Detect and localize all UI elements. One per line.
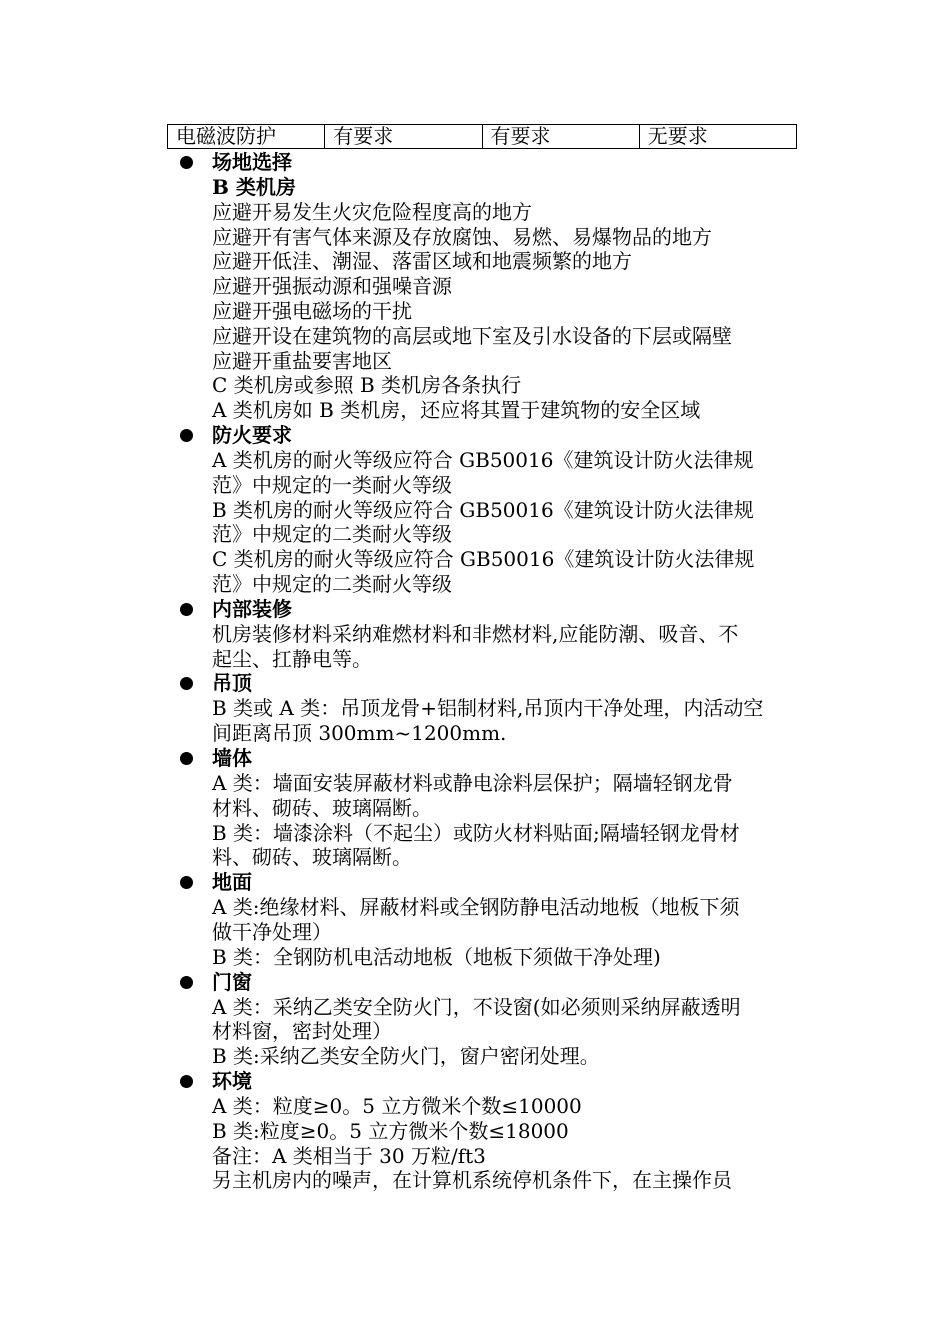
section-5	[180, 746, 820, 870]
body-line: 料、砌砖、玻璃隔断。	[212, 845, 412, 870]
body-line: 材料窗，密封处理）	[212, 1019, 392, 1044]
bullet-icon	[180, 603, 193, 616]
section-heading: 吊顶	[212, 671, 252, 696]
body-line: 起尘、扛静电等。	[212, 646, 372, 671]
section-heading: 墙体	[212, 745, 252, 770]
table-cell: 电磁波防护	[168, 125, 325, 149]
body-line: A 类:绝缘材料、屏蔽材料或全钢防静电活动地板（地板下须	[212, 895, 740, 920]
bullet-icon	[180, 752, 193, 765]
body-line: 范》中规定的一类耐火等级	[212, 472, 452, 497]
bullet-icon	[180, 876, 193, 889]
section-7	[180, 970, 820, 1069]
section-2	[180, 423, 820, 597]
table-row	[168, 125, 797, 149]
body-line: A 类：采纳乙类安全防火门，不设窗(如必须则采纳屏蔽透明	[212, 994, 741, 1019]
body-line: B 类：全钢防机电活动地板（地板下须做干净处理)	[212, 944, 661, 969]
section-heading: 环境	[212, 1068, 252, 1093]
table-cell: 有要求	[482, 125, 639, 149]
body-line: 备注：A 类相当于 30 万粒/ft3	[212, 1143, 486, 1168]
body-line: C 类机房的耐火等级应符合 GB50016《建筑设计防火法律规	[212, 547, 755, 572]
bullet-icon	[180, 429, 193, 442]
body-line: 间距离吊顶 300mm~1200mm.	[212, 721, 507, 746]
body-line: C 类机房或参照 B 类机房各条执行	[212, 373, 522, 398]
body-line: 做干净处理）	[212, 919, 332, 944]
body-line: 应避开易发生火灾危险程度高的地方	[212, 199, 532, 224]
body-line: A 类：粒度≥0。5 立方微米个数≤10000	[212, 1093, 582, 1118]
body-line: 应避开强电磁场的干扰	[212, 298, 412, 323]
body-line: B 类：墙漆涂料（不起尘）或防火材料贴面;隔墙轻钢龙骨材	[212, 820, 740, 845]
body-line: 范》中规定的二类耐火等级	[212, 571, 452, 596]
body-line: 应避开低洼、潮湿、落雷区域和地震频繁的地方	[212, 249, 632, 274]
body-line: A 类机房如 B 类机房，还应将其置于建筑物的安全区域	[212, 398, 701, 423]
subheading: B 类机房	[212, 175, 296, 199]
body-line: 另主机房内的噪声，在计算机系统停机条件下，在主操作员	[212, 1168, 732, 1193]
body-line: 应避开有害气体来源及存放腐蚀、易燃、易爆物品的地方	[212, 224, 712, 249]
requirements-table	[167, 124, 797, 149]
bullet-icon	[180, 1075, 193, 1088]
section-heading: 地面	[212, 870, 252, 895]
bullet-icon	[180, 976, 193, 989]
table-cell: 有要求	[325, 125, 482, 149]
section-3	[180, 597, 820, 672]
bullet-icon	[180, 677, 193, 690]
body-line: 应避开设在建筑物的高层或地下室及引水设备的下层或隔壁	[212, 323, 732, 348]
section-4	[180, 671, 820, 746]
body-line: B 类:采纳乙类安全防火门，窗户密闭处理。	[212, 1044, 600, 1069]
section-heading: 内部装修	[212, 596, 292, 621]
section-heading: 防火要求	[212, 422, 292, 447]
body-line: 机房装修材料采纳难燃材料和非燃材料,应能防潮、吸音、不	[212, 621, 739, 646]
body-line: B 类:粒度≥0。5 立方微米个数≤18000	[212, 1118, 569, 1143]
body-line: 应避开重盐要害地区	[212, 348, 392, 373]
body-line: 材料、砌砖、玻璃隔断。	[212, 795, 432, 820]
body-line: A 类：墙面安装屏蔽材料或静电涂料层保护；隔墙轻钢龙骨	[212, 770, 733, 795]
body-line: B 类机房的耐火等级应符合 GB50016《建筑设计防火法律规	[212, 497, 754, 522]
body-line: 范》中规定的二类耐火等级	[212, 522, 452, 547]
table-cell: 无要求	[639, 125, 796, 149]
body-line: 应避开强振动源和强噪音源	[212, 274, 452, 299]
section-heading: 门窗	[212, 969, 252, 994]
section-8	[180, 1069, 820, 1193]
bullet-list	[180, 150, 820, 1193]
section-1	[180, 150, 820, 423]
bullet-icon	[180, 156, 193, 169]
section-heading: 场地选择	[212, 150, 292, 174]
body-line: A 类机房的耐火等级应符合 GB50016《建筑设计防火法律规	[212, 447, 754, 472]
section-6	[180, 870, 820, 969]
body-line: B 类或 A 类：吊顶龙骨+铝制材料,吊顶内干净处理，内活动空	[212, 696, 764, 721]
